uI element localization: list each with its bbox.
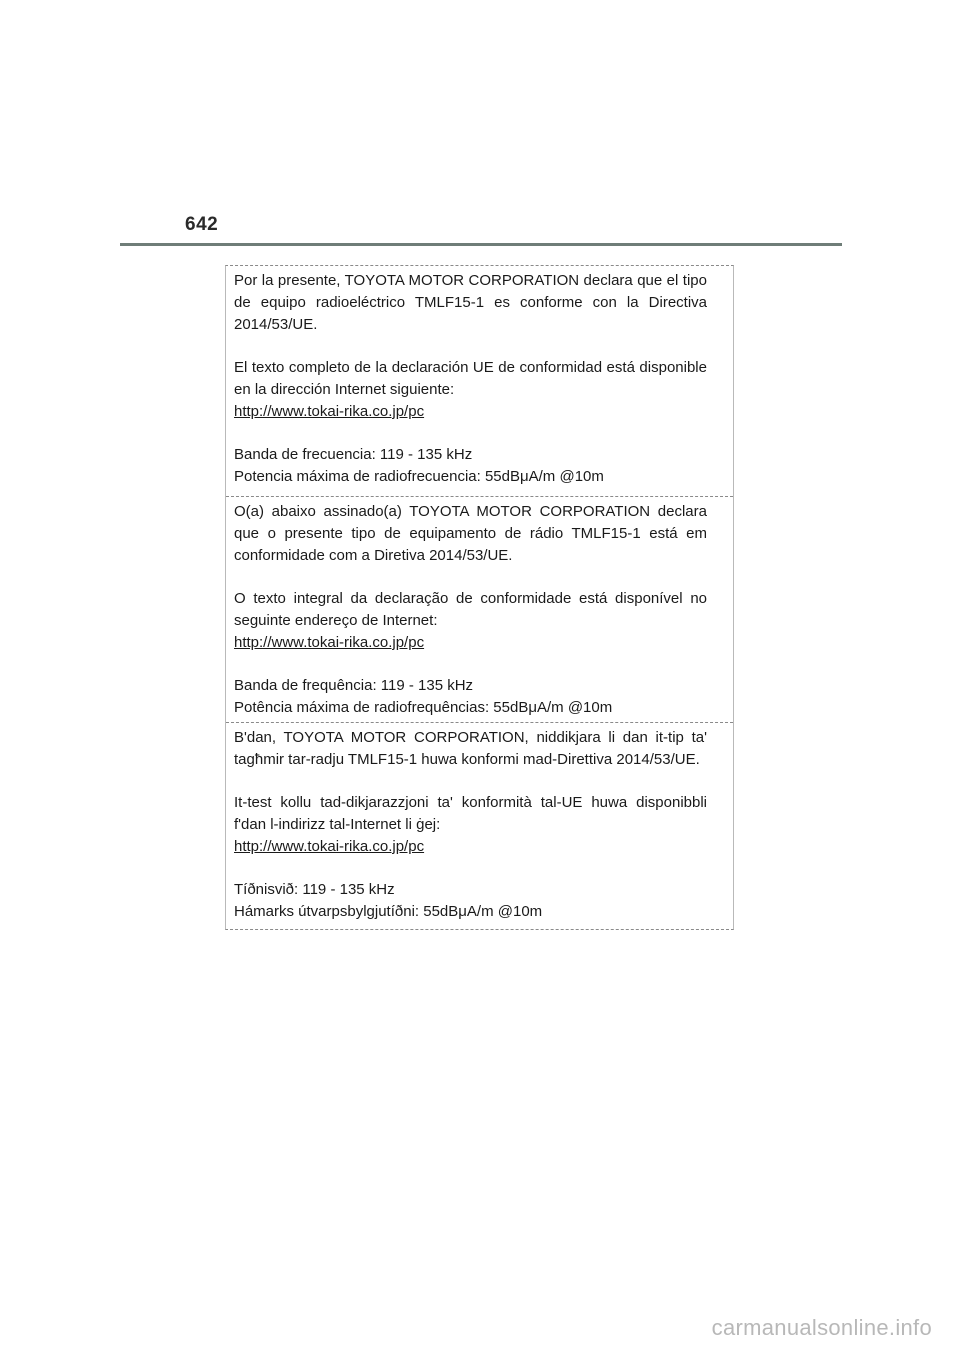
header-rule [120, 243, 842, 246]
frequency-band: Banda de frecuencia: 119 - 135 kHz [234, 446, 473, 463]
availability-text: It-test kollu tad-dikjarazzjoni ta' konformità tal-UE huwa disponibbli f'dan l-indirizz tal-Internet li ġej: [234, 794, 707, 833]
max-power: Hámarks útvarpsbylgjutíðni: 55dBμA/m @10m [234, 903, 543, 920]
declaration-section-spanish [226, 266, 733, 496]
watermark: carmanualsonline.info [711, 1315, 932, 1340]
frequency-band: Banda de frequência: 119 - 135 kHz [234, 677, 474, 694]
availability-text: El texto completo de la declaración UE de conformidad está disponible en la dirección Internet siguiente: [234, 359, 707, 398]
max-power: Potencia máxima de radiofrecuencia: 55dBμA/m @10m [234, 468, 604, 485]
declaration-text: B'dan, TOYOTA MOTOR CORPORATION, niddikjara li dan it-tip ta' tagħmir tar-radju TMLF15-1 huwa konformi mad-Direttiva 2014/53/UE. [234, 729, 707, 768]
declaration-section-maltese [226, 722, 733, 929]
declaration-section-portuguese [226, 496, 733, 722]
page-number: 642 [185, 214, 219, 235]
frequency-band: Tíðnisvið: 119 - 135 kHz [234, 881, 395, 898]
availability-text: O texto integral da declaração de conformidade está disponível no seguinte endereço de Internet: [234, 590, 707, 629]
declaration-link[interactable]: http://www.tokai-rika.co.jp/pc [234, 838, 425, 855]
declaration-text: Por la presente, TOYOTA MOTOR CORPORATION declara que el tipo de equipo radioeléctrico TMLF15-1 es conforme con la Directiva 2014/53/UE. [234, 272, 707, 333]
max-power: Potência máxima de radiofrequências: 55dBμA/m @10m [234, 699, 613, 716]
declaration-box [225, 265, 734, 930]
declaration-text: O(a) abaixo assinado(a) TOYOTA MOTOR CORPORATION declara que o presente tipo de equipamento de rádio TMLF15-1 está em conformidade com a Diretiva 2014/53/UE. [234, 503, 707, 564]
declaration-link[interactable]: http://www.tokai-rika.co.jp/pc [234, 403, 425, 420]
declaration-link[interactable]: http://www.tokai-rika.co.jp/pc [234, 634, 425, 651]
